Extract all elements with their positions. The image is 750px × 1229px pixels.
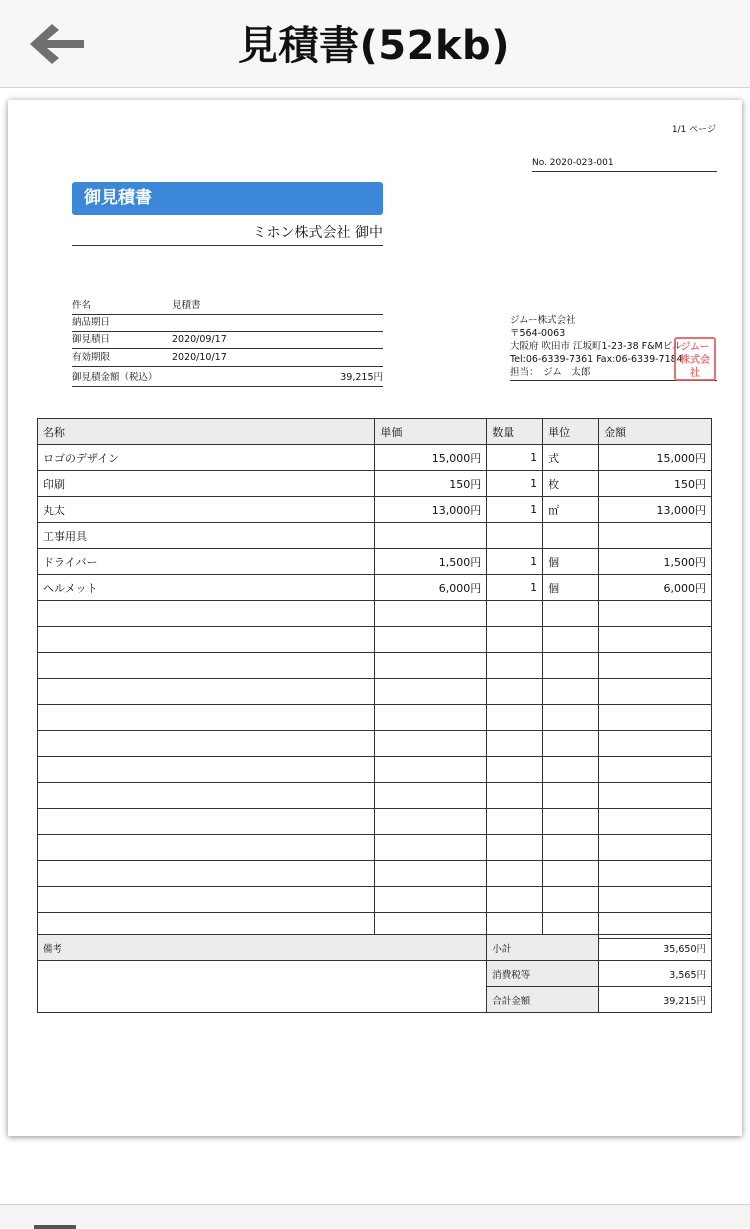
table-cell: 13,000円 bbox=[599, 497, 712, 523]
table-cell: ㎡ bbox=[543, 497, 599, 523]
table-cell: 丸太 bbox=[38, 497, 375, 523]
table-cell bbox=[375, 523, 487, 549]
top-bar bbox=[0, 0, 750, 88]
field-total bbox=[72, 370, 383, 387]
document-viewer[interactable] bbox=[0, 88, 750, 1204]
table-row bbox=[38, 549, 712, 575]
table-cell bbox=[487, 835, 543, 861]
table-cell bbox=[543, 627, 599, 653]
table-cell: 枚 bbox=[543, 471, 599, 497]
table-cell: 6,000円 bbox=[599, 575, 712, 601]
table-cell: 工事用具 bbox=[38, 523, 375, 549]
bottom-tab-indicator[interactable] bbox=[34, 1225, 76, 1229]
table-cell: 1 bbox=[487, 575, 543, 601]
field-subject bbox=[72, 298, 383, 315]
table-cell: 個 bbox=[543, 575, 599, 601]
table-cell bbox=[543, 705, 599, 731]
header-name: 名称 bbox=[38, 419, 375, 445]
table-cell bbox=[487, 627, 543, 653]
table-cell bbox=[487, 653, 543, 679]
total-label: 御見積金額（税込） bbox=[72, 372, 158, 383]
table-cell: 1,500円 bbox=[375, 549, 487, 575]
field-label: 御見積日 bbox=[72, 334, 111, 345]
table-cell bbox=[487, 679, 543, 705]
table-cell bbox=[375, 679, 487, 705]
summary-table bbox=[37, 934, 712, 1013]
table-cell bbox=[375, 783, 487, 809]
table-cell bbox=[38, 679, 375, 705]
page-indicator: 1/1 ページ bbox=[671, 125, 716, 135]
table-cell bbox=[38, 627, 375, 653]
field-label: 納品期日 bbox=[72, 317, 111, 328]
bottom-bar bbox=[0, 1204, 750, 1228]
table-cell bbox=[599, 601, 712, 627]
field-quote-date bbox=[72, 332, 383, 349]
table-cell: 150円 bbox=[599, 471, 712, 497]
table-cell bbox=[487, 523, 543, 549]
table-cell bbox=[375, 887, 487, 913]
table-cell: 1,500円 bbox=[599, 549, 712, 575]
table-cell bbox=[38, 809, 375, 835]
table-cell bbox=[599, 705, 712, 731]
table-row-empty bbox=[38, 835, 712, 861]
table-cell bbox=[38, 783, 375, 809]
table-cell bbox=[487, 757, 543, 783]
field-label: 件名 bbox=[72, 300, 92, 311]
field-value: 見積書 bbox=[172, 300, 201, 311]
table-cell: 15,000円 bbox=[599, 445, 712, 471]
field-label: 有効期限 bbox=[72, 352, 111, 363]
table-row-empty bbox=[38, 757, 712, 783]
table-cell: ドライバー bbox=[38, 549, 375, 575]
table-cell bbox=[375, 809, 487, 835]
grand-total-label: 合計金額 bbox=[487, 987, 599, 1013]
table-cell: 6,000円 bbox=[375, 575, 487, 601]
table-cell bbox=[375, 601, 487, 627]
table-cell bbox=[599, 731, 712, 757]
header-unit-price: 単価 bbox=[375, 419, 487, 445]
table-cell bbox=[38, 731, 375, 757]
table-cell bbox=[487, 887, 543, 913]
table-cell: 個 bbox=[543, 549, 599, 575]
table-cell bbox=[375, 627, 487, 653]
table-cell bbox=[375, 653, 487, 679]
document-number: No. 2020-023-001 bbox=[532, 156, 717, 172]
table-cell bbox=[599, 835, 712, 861]
items-table bbox=[37, 418, 712, 939]
table-cell bbox=[599, 887, 712, 913]
table-cell: 1 bbox=[487, 549, 543, 575]
table-cell bbox=[38, 835, 375, 861]
table-cell bbox=[599, 523, 712, 549]
table-cell bbox=[487, 809, 543, 835]
table-cell bbox=[487, 861, 543, 887]
table-cell: ロゴのデザイン bbox=[38, 445, 375, 471]
total-value: 39,215円 bbox=[340, 372, 383, 383]
table-row-empty bbox=[38, 731, 712, 757]
subtotal-value: 35,650円 bbox=[599, 935, 712, 961]
table-cell bbox=[599, 653, 712, 679]
header-quantity: 数量 bbox=[487, 419, 543, 445]
table-row bbox=[38, 497, 712, 523]
table-cell bbox=[487, 783, 543, 809]
table-cell bbox=[38, 601, 375, 627]
tax-label: 消費税等 bbox=[487, 961, 599, 987]
table-cell bbox=[375, 705, 487, 731]
tax-value: 3,565円 bbox=[599, 961, 712, 987]
page-title: 見積書(52kb) bbox=[238, 23, 510, 69]
table-cell bbox=[543, 679, 599, 705]
table-cell bbox=[543, 861, 599, 887]
client-name: ミホン株式会社 御中 bbox=[72, 222, 383, 246]
table-row bbox=[38, 471, 712, 497]
table-row-empty bbox=[38, 809, 712, 835]
quote-heading: 御見積書 bbox=[72, 182, 383, 215]
table-cell: 1 bbox=[487, 471, 543, 497]
table-cell bbox=[599, 861, 712, 887]
table-row-empty bbox=[38, 627, 712, 653]
field-value: 2020/10/17 bbox=[172, 352, 227, 363]
issuer-phone: Tel:06-6339-7361 Fax:06-6339-7184 bbox=[510, 354, 683, 365]
table-cell bbox=[38, 705, 375, 731]
table-cell: 印刷 bbox=[38, 471, 375, 497]
issuer-postal: 〒564-0063 bbox=[510, 328, 566, 339]
grand-total-value: 39,215円 bbox=[599, 987, 712, 1013]
issuer-contact: 担当： ジム 太郎 bbox=[510, 366, 717, 381]
table-cell bbox=[543, 757, 599, 783]
table-cell bbox=[543, 601, 599, 627]
remarks-label: 備考 bbox=[38, 935, 487, 961]
table-cell bbox=[599, 783, 712, 809]
table-cell bbox=[487, 705, 543, 731]
table-row-empty bbox=[38, 601, 712, 627]
table-cell bbox=[599, 679, 712, 705]
table-row-empty bbox=[38, 783, 712, 809]
issuer-address: 大阪府 吹田市 江坂町1-23-38 F&Mビル bbox=[510, 341, 682, 352]
table-cell bbox=[599, 757, 712, 783]
subtotal-label: 小計 bbox=[487, 935, 599, 961]
table-row-empty bbox=[38, 653, 712, 679]
table-cell bbox=[543, 809, 599, 835]
table-cell bbox=[543, 887, 599, 913]
document-page bbox=[8, 100, 742, 1136]
table-cell bbox=[543, 783, 599, 809]
table-row bbox=[38, 523, 712, 549]
table-cell bbox=[375, 731, 487, 757]
table-cell bbox=[375, 861, 487, 887]
table-cell bbox=[487, 731, 543, 757]
table-row bbox=[38, 445, 712, 471]
table-cell bbox=[543, 835, 599, 861]
remarks-body bbox=[38, 961, 487, 1013]
table-cell bbox=[375, 835, 487, 861]
table-cell: 150円 bbox=[375, 471, 487, 497]
issuer-company: ジムー株式会社 bbox=[510, 315, 576, 326]
table-cell bbox=[375, 757, 487, 783]
table-cell: ヘルメット bbox=[38, 575, 375, 601]
header-unit: 単位 bbox=[543, 419, 599, 445]
company-seal: ジムー株式会社 bbox=[674, 337, 716, 381]
table-header-row bbox=[38, 419, 712, 445]
field-value: 2020/09/17 bbox=[172, 334, 227, 345]
table-cell bbox=[38, 653, 375, 679]
table-cell bbox=[38, 887, 375, 913]
table-cell bbox=[38, 861, 375, 887]
table-cell bbox=[543, 731, 599, 757]
table-cell bbox=[543, 653, 599, 679]
table-cell: 1 bbox=[487, 445, 543, 471]
table-cell bbox=[599, 627, 712, 653]
table-row-empty bbox=[38, 705, 712, 731]
table-row-empty bbox=[38, 887, 712, 913]
header-amount: 金額 bbox=[599, 419, 712, 445]
field-expiry bbox=[72, 350, 383, 367]
table-cell: 13,000円 bbox=[375, 497, 487, 523]
field-delivery-date bbox=[72, 315, 383, 332]
table-cell bbox=[38, 757, 375, 783]
table-cell: 1 bbox=[487, 497, 543, 523]
table-cell bbox=[599, 809, 712, 835]
table-cell: 15,000円 bbox=[375, 445, 487, 471]
table-row-empty bbox=[38, 679, 712, 705]
table-cell bbox=[543, 523, 599, 549]
table-row-empty bbox=[38, 861, 712, 887]
table-cell: 式 bbox=[543, 445, 599, 471]
table-cell bbox=[487, 601, 543, 627]
table-row bbox=[38, 575, 712, 601]
